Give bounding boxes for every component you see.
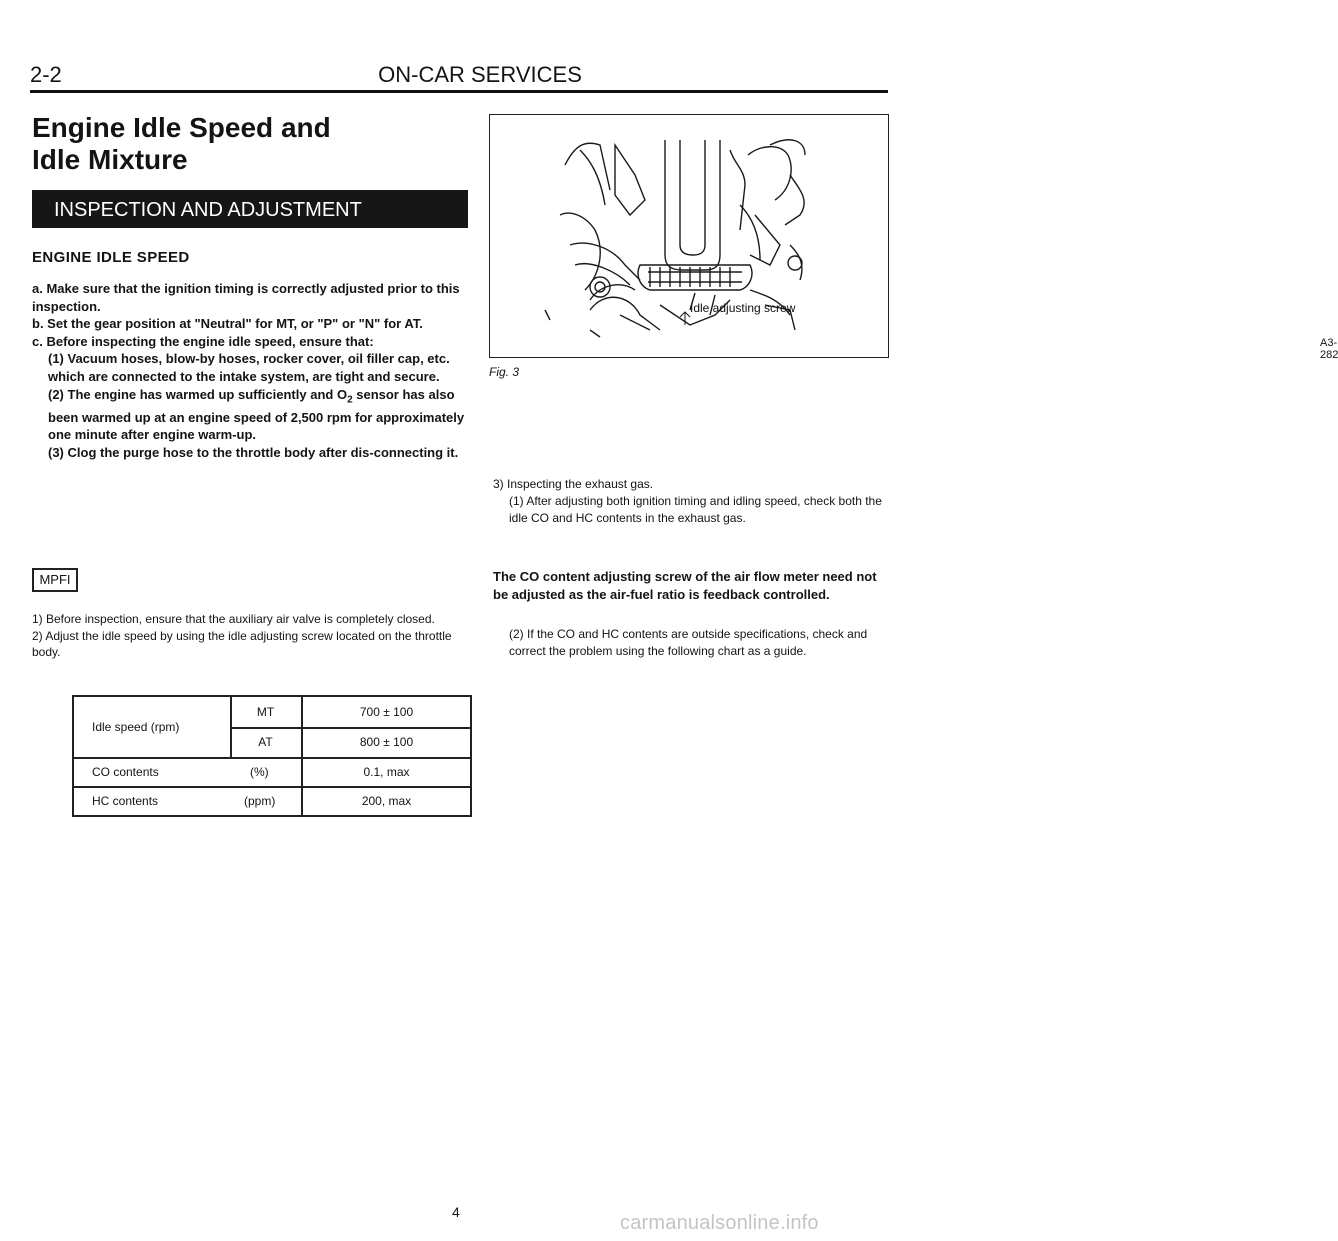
- step-c: c. Before inspecting the engine idle speed, ensure that:: [32, 333, 374, 349]
- sub-heading: ENGINE IDLE SPEED: [32, 249, 190, 266]
- figure-callout: Idle adjusting screw: [690, 301, 796, 315]
- mt-value: 700 ± 100: [359, 705, 414, 719]
- page-title: [32, 112, 452, 176]
- exhaust-step-1: (1) After adjusting both ignition timing and idling speed, check both the idle CO and HC contents in the exhaust gas.: [509, 494, 882, 525]
- exhaust-gas-step: [493, 476, 893, 527]
- section-bar: [32, 190, 468, 228]
- step-c2: [32, 386, 472, 444]
- step-b: b. Set the gear position at "Neutral" for MT, or "P" or "N" for AT.: [32, 316, 423, 332]
- step-a: a. Make sure that the ignition timing is correctly adjusted prior to this inspection.: [32, 281, 460, 314]
- section-number: 2-2: [30, 62, 62, 87]
- figure-label: Fig. 3: [489, 365, 520, 379]
- page-title-line-1: Engine Idle Speed and: [32, 112, 331, 143]
- table-hline: [230, 727, 472, 729]
- mt-label: MT: [256, 705, 275, 719]
- engine-illustration: [490, 115, 887, 356]
- section-title: ON-CAR SERVICES: [378, 62, 582, 87]
- co-unit: (%): [250, 765, 269, 779]
- co-label: CO contents: [92, 765, 159, 779]
- hc-value: 200, max: [361, 794, 412, 808]
- step-c1: (1) Vacuum hoses, blow-by hoses, rocker cover, oil filler cap, etc. which are connected to the intake system, are tight and secure.: [48, 351, 450, 384]
- figure-code: A3-282: [1320, 337, 1338, 361]
- co-screw-note: The CO content adjusting screw of the air flow meter need not be adjusted as the air-fuel ratio is feedback controlled.: [493, 569, 877, 602]
- at-label: AT: [258, 735, 273, 749]
- exhaust-step-title: 3) Inspecting the exhaust gas.: [493, 477, 654, 491]
- step-c3: (3) Clog the purge hose to the throttle body after dis-connecting it.: [48, 444, 459, 460]
- exhaust-step-2: (2) If the CO and HC contents are outside specifications, check and correct the problem using the following chart as a guide.: [509, 627, 868, 658]
- page-title-line-2: Idle Mixture: [32, 144, 188, 175]
- note-2: 2) Adjust the idle speed by using the idle adjusting screw located on the throttle body.: [32, 628, 452, 659]
- exhaust-step-2-block: [493, 626, 893, 660]
- section-bar-label: INSPECTION AND ADJUSTMENT: [54, 199, 362, 221]
- engine-figure: [489, 114, 1338, 361]
- hc-unit: (ppm): [244, 794, 276, 808]
- idle-speed-label: Idle speed (rpm): [92, 720, 180, 734]
- co-value: 0.1, max: [363, 765, 410, 779]
- page-number: 4: [452, 1204, 460, 1220]
- inspection-steps: [32, 280, 472, 462]
- step-c2-sub: 2: [347, 394, 353, 406]
- mpfi-badge: MPFI: [32, 568, 78, 592]
- table-hline: [74, 786, 472, 788]
- table-hline: [74, 757, 472, 759]
- step-c2-pre: (2) The engine has warmed up sufficiently and O: [48, 386, 348, 402]
- at-value: 800 ± 100: [359, 735, 414, 749]
- spec-table: [72, 695, 472, 817]
- hc-label: HC contents: [92, 794, 159, 808]
- mpfi-notes: [32, 611, 472, 661]
- header-rule: [30, 90, 888, 93]
- note-1: 1) Before inspection, ensure that the auxiliary air valve is completely closed.: [32, 612, 435, 626]
- watermark: carmanualsonline.info: [620, 1212, 819, 1234]
- step-c2-post: sensor has also been warmed up at an engine speed of 2,500 rpm for approximately one minute after engine warm-up.: [48, 386, 465, 443]
